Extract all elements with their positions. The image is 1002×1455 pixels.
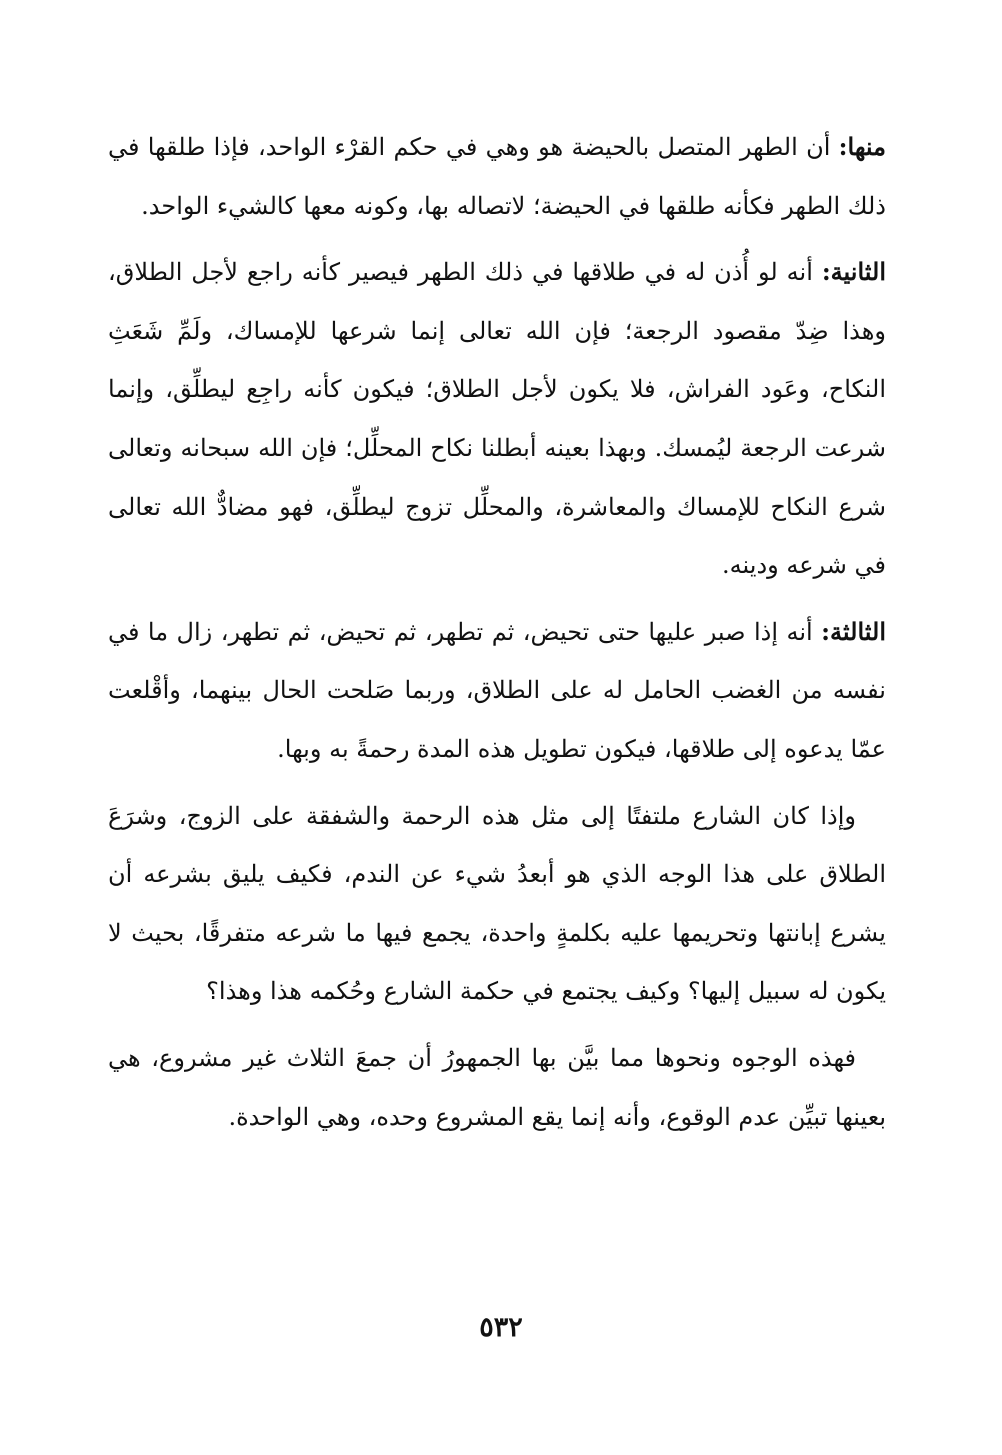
paragraph-3 bbox=[108, 603, 886, 779]
paragraph-5-text: فهذه الوجوه ونحوها مما بيَّن بها الجمهورُ أن جمعَ الثلاث غير مشروع، هي بعينها تبيِّن عدم الوقوع، وأنه إنما يقع المشروع وحده، وهي الواحدة. bbox=[108, 1043, 886, 1131]
page-body bbox=[108, 118, 886, 1154]
paragraph-4-text: وإذا كان الشارع ملتفتًا إلى مثل هذه الرحمة والشفقة على الزوج، وشرَعَ الطلاق على هذا الوجه الذي هو أبعدُ شيء عن الندم، فكيف يليق بشرعه أن يشرع إبانتها وتحريمها عليه بكلمةٍ واحدة، يجمع فيها ما شرعه متفرقًا، بحيث لا يكون له سبيل إليها؟ وكيف يجتمع في حكمة الشارع وحُكمه هذا وهذا؟ bbox=[108, 801, 886, 1006]
paragraph-2 bbox=[108, 243, 886, 595]
paragraph-4 bbox=[108, 787, 886, 1021]
page-number: ٥٣٢ bbox=[479, 1312, 523, 1343]
paragraph-2-text: أنه لو أُذن له في طلاقها في ذلك الطهر فيصير كأنه راجع لأجل الطلاق، وهذا ضِدّ مقصود الرجعة؛ فإن الله تعالى إنما شرعها للإمساك، ولَمِّ شَعَثِ النكاح، وعَود الفراش، فلا يكون لأجل الطلاق؛ فيكون كأنه راجِع ليطلِّق، وإنما شرعت الرجعة ليُمسك. وبهذا بعينه أبطلنا نكاح المحلِّل؛ فإن الله سبحانه وتعالى شرع النكاح للإمساك والمعاشرة، والمحلِّل تزوج ليطلِّق، فهو مضادٌّ الله تعالى في شرعه ودينه. bbox=[108, 258, 887, 580]
paragraph-1-lead: منها: bbox=[838, 132, 886, 161]
paragraph-2-lead: الثانية: bbox=[821, 257, 886, 287]
paragraph-1-text: أن الطهر المتصل بالحيضة هو وهي في حكم القرْء الواحد، فإذا طلقها في ذلك الطهر فكأنه طلقها في الحيضة؛ لاتصاله بها، وكونه معها كالشيء الواحد. bbox=[108, 133, 886, 220]
paragraph-1 bbox=[108, 118, 886, 235]
paragraph-5 bbox=[108, 1029, 886, 1146]
paragraph-3-text: أنه إذا صبر عليها حتى تحيض، ثم تطهر، ثم تحيض، ثم تطهر، زال ما في نفسه من الغضب الحامل له على الطلاق، وربما صَلحت الحال بينهما، وأقْلعت عمّا يدعوه إلى طلاقها، فيكون تطويل هذه المدة رحمةً به وبها. bbox=[108, 617, 886, 763]
paragraph-3-lead: الثالثة: bbox=[821, 616, 886, 646]
